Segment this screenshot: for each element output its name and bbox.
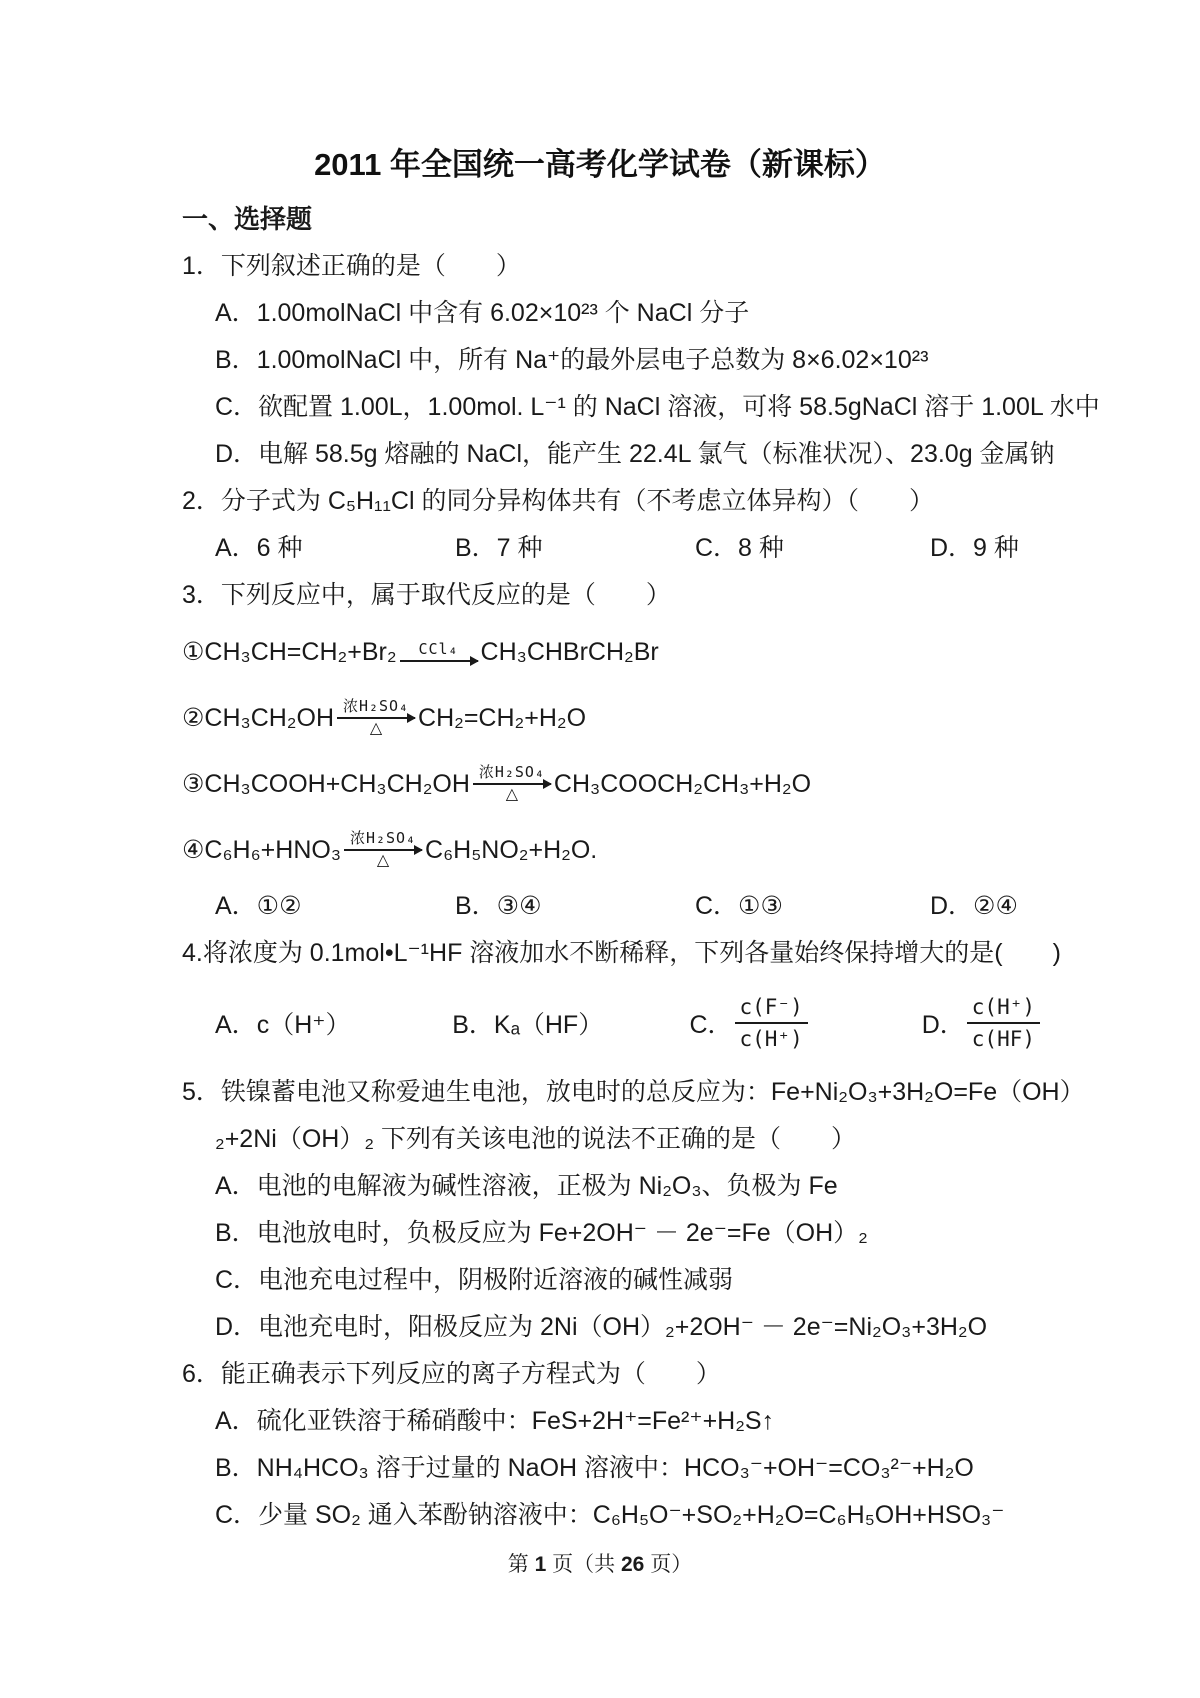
footer-page-number: 1 [534,1553,547,1576]
equation-4 [182,817,1040,883]
question-4-option-d [922,994,1040,1052]
arrow-condition-below: △ [369,720,383,737]
question-5-stem-line1: 5．铁镍蓄电池又称爱迪生电池，放电时的总反应为：Fe+Ni₂O₃+3H₂O=Fe（OH） [182,1078,1085,1106]
question-6-option-b: B．NH₄HCO₃ 溶于过量的 NaOH 溶液中：HCO₃⁻+OH⁻=CO₃²⁻+H₂O [215,1454,974,1482]
question-5-option-a: A．电池的电解液为碱性溶液，正极为 Ni₂O₃、负极为 Fe [215,1172,838,1200]
question-4-option-c [689,994,921,1052]
equation-1 [182,619,1040,685]
question-3-option-a: A．①② [215,892,302,920]
equation-2-reactants: ②CH₃CH₂OH [182,704,335,732]
arrow-condition-above: CCl₄ [418,640,459,658]
question-4-option-b [452,1005,689,1041]
question-3-options [182,883,1040,930]
section-header: 一、选择题 [182,204,313,234]
fraction-numerator: c(H⁺) [967,994,1040,1024]
question-2-option-b: B．7 种 [455,534,543,562]
option-text: c（H⁺） [256,1011,351,1039]
option-label: C． [689,1011,733,1039]
equation-4-reactants: ④C₆H₆+HNO₃ [182,836,342,864]
option-label: A． [215,1011,257,1039]
option-label: B． [452,1011,494,1039]
question-6-stem: 6．能正确表示下列反应的离子方程式为（ ） [182,1360,721,1388]
question-2-option-a: A．6 种 [215,534,303,562]
equation-3 [182,751,1040,817]
arrow-condition-below: △ [376,852,390,869]
question-6-option-a: A．硫化亚铁溶于稀硝酸中：FeS+2H⁺=Fe²⁺+H₂S↑ [215,1407,775,1435]
question-2-option-d: D．9 种 [930,534,1019,562]
footer-suffix: 页） [644,1553,693,1576]
question-5-option-d: D．电池充电时，阳极反应为 2Ni（OH）₂+2OH⁻ － 2e⁻=Ni₂O₃+3H₂O [215,1313,988,1341]
arrow-condition-above: 浓H₂SO₄ [478,763,545,781]
footer-prefix: 第 [507,1553,535,1576]
arrow-condition-below: △ [505,786,519,803]
page-footer [0,1543,1200,1587]
equation-4-products: C₆H₅NO₂+H₂O. [425,835,598,864]
arrow-condition-above: 浓H₂SO₄ [342,697,410,715]
question-1-option-d: D．电解 58.5g 熔融的 NaCl，能产生 22.4L 氯气（标准状况）、23.0g 金属钠 [215,440,1055,468]
arrow-line-icon [344,849,422,851]
question-3-option-d: D．②④ [930,892,1018,920]
fraction [967,994,1040,1052]
footer-middle: 页（共 [546,1553,621,1576]
option-label: D． [921,1011,965,1039]
arrow-line-icon [337,717,415,719]
page-title: 2011 年全国统一高考化学试卷（新课标） [314,147,886,182]
option-text: Kₐ（HF） [493,1011,604,1039]
question-1-option-a: A．1.00molNaCl 中含有 6.02×10²³ 个 NaCl 分子 [215,299,750,327]
arrow-line-icon [400,660,478,662]
question-6-option-c: C．少量 SO₂ 通入苯酚钠溶液中：C₆H₅O⁻+SO₂+H₂O=C₆H₅OH+HSO₃⁻ [215,1501,1005,1529]
fraction-denominator: c(H⁺) [739,1027,803,1051]
equation-1-products: CH₃CHBrCH₂Br [480,637,659,666]
question-4-stem: 4.将浓度为 0.1mol•L⁻¹HF 溶液加水不断稀释，下列各量始终保持增大的是( ) [182,939,1061,967]
equation-3-products: CH₃COOCH₂CH₃+H₂O [553,769,812,798]
fraction [735,994,808,1052]
arrow-condition-above: 浓H₂SO₄ [349,829,417,847]
question-2-stem: 2．分子式为 C₅H₁₁Cl 的同分异构体共有（不考虑立体异构）（ ） [182,487,934,515]
footer-total-pages: 26 [621,1553,645,1576]
question-5-option-b: B．电池放电时，负极反应为 Fe+2OH⁻ － 2e⁻=Fe（OH）₂ [215,1219,868,1247]
question-3-stem: 3．下列反应中，属于取代反应的是（ ） [182,581,671,609]
question-1-option-c: C．欲配置 1.00L，1.00mol. L⁻¹ 的 NaCl 溶液，可将 58.5gNaCl 溶于 1.00L 水中 [215,393,1100,421]
arrow-line-icon [473,783,551,785]
reaction-arrow [400,641,478,663]
question-3-option-b: B．③④ [455,892,542,920]
question-4-option-a [215,1005,452,1041]
question-5-option-c: C．电池充电过程中，阴极附近溶液的碱性减弱 [215,1266,734,1294]
fraction-numerator: c(F⁻) [735,994,808,1024]
fraction-denominator: c(HF) [971,1027,1035,1051]
question-2-options [182,525,1040,572]
question-1-stem: 1．下列叙述正确的是（ ） [182,252,521,280]
equation-3-reactants: ③CH₃COOH+CH₃CH₂OH [182,770,470,798]
reaction-arrow [473,764,551,804]
equation-2 [182,685,1040,751]
equation-2-products: CH₂=CH₂+H₂O [418,703,587,732]
question-4-options [182,977,1040,1069]
question-1-option-b: B．1.00molNaCl 中，所有 Na⁺的最外层电子总数为 8×6.02×10²³ [215,346,929,374]
question-3-option-c: C．①③ [695,892,783,920]
equation-1-reactants: ①CH₃CH=CH₂+Br₂ [182,638,397,666]
question-2-option-c: C．8 种 [695,534,784,562]
reaction-arrow [337,698,415,738]
question-5-stem-line2: ₂+2Ni（OH）₂ 下列有关该电池的说法不正确的是（ ） [215,1125,856,1153]
reaction-arrow [344,830,422,870]
